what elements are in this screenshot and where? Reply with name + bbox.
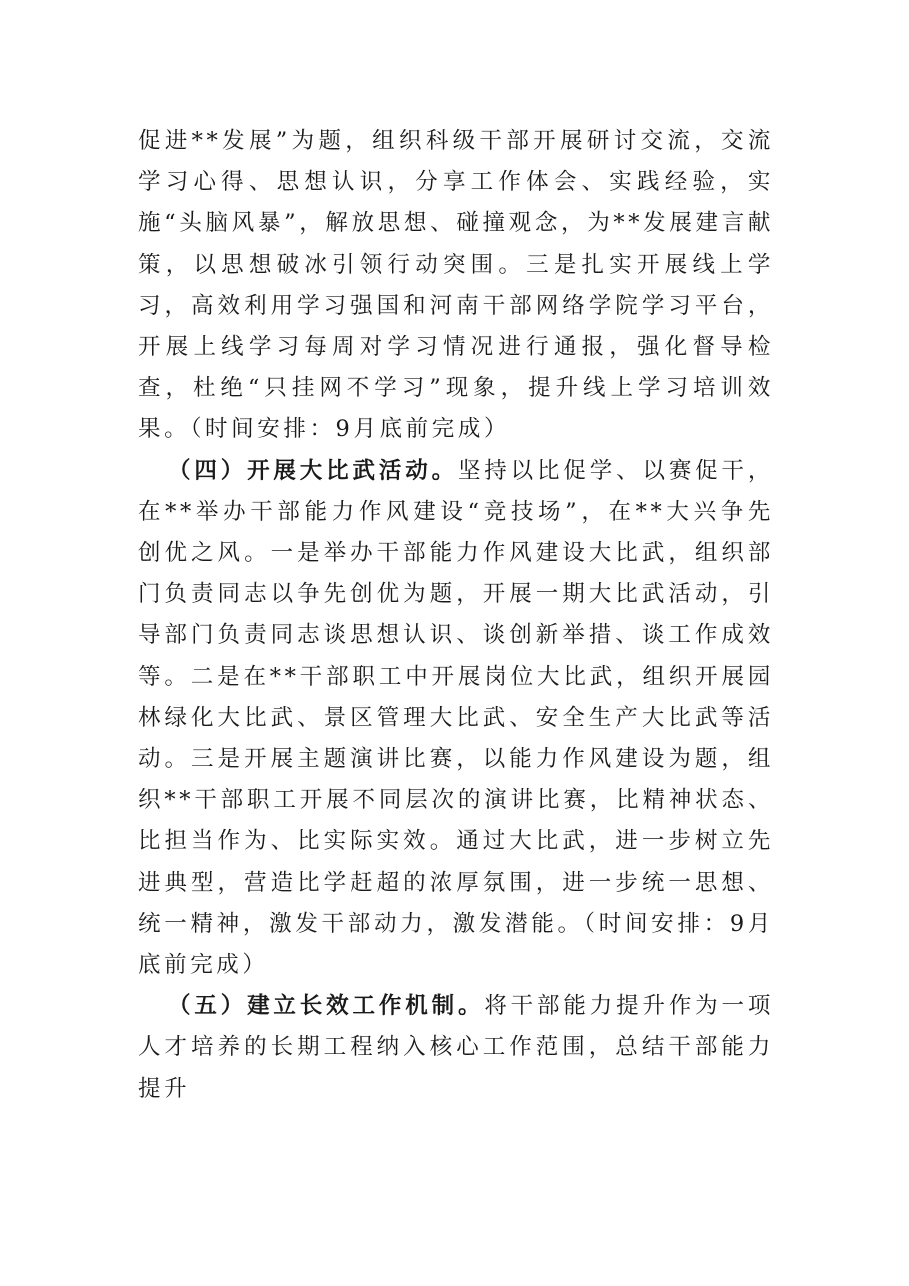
section-heading-five: （五）建立长效工作机制。 xyxy=(168,993,485,1020)
paragraph-text: 坚持以比促学、以赛促干，在**举办干部能力作风建设“竞技场”，在**大兴争先创优之风。一是举办干部能力作风建设大比武，组织部门负责同志以争先创优为题，开展一期大比武活动，引导部门负责同志谈思想认识、谈创新举措、谈工作成效等。二是在**干部职工中开展岗位大比武，组织开展园林绿化大比武、景区管理大比武、安全生产大比武等活动。三是开展主题演讲比赛，以能力作风建设为题，组织**干部职工开展不同层次的演讲比赛，比精神状态、比担当作为、比实际实效。通过大比武，进一步树立先进典型，营造比学赶超的浓厚氛围，进一步统一思想、统一精神，激发干部动力，激发潜能。（时间安排：9月底前完成） xyxy=(138,457,774,979)
paragraph-text: 促进**发展”为题，组织科级干部开展研讨交流，交流学习心得、思想认识，分享工作体会、实践经验，实施“头脑风暴”，解放思想、碰撞观念，为**发展建言献策，以思想破冰引领行动突围。三是扎实开展线上学习，高效利用学习强国和河南干部网络学院学习平台，开展上线学习每周对学习情况进行通报，强化督导检查，杜绝“只挂网不学习”现象，提升线上学习培训效果。（时间安排：9月底前完成） xyxy=(138,128,774,443)
section-heading-four: （四）开展大比武活动。 xyxy=(168,457,458,484)
paragraph-section-five xyxy=(138,986,774,1110)
document-body xyxy=(138,121,774,1110)
paragraph-continued xyxy=(138,121,774,451)
paragraph-section-four xyxy=(138,451,774,987)
paragraph-text: 将干部能力提升作为一项人才培养的长期工程纳入核心工作范围，总结干部能力提升 xyxy=(138,993,774,1102)
